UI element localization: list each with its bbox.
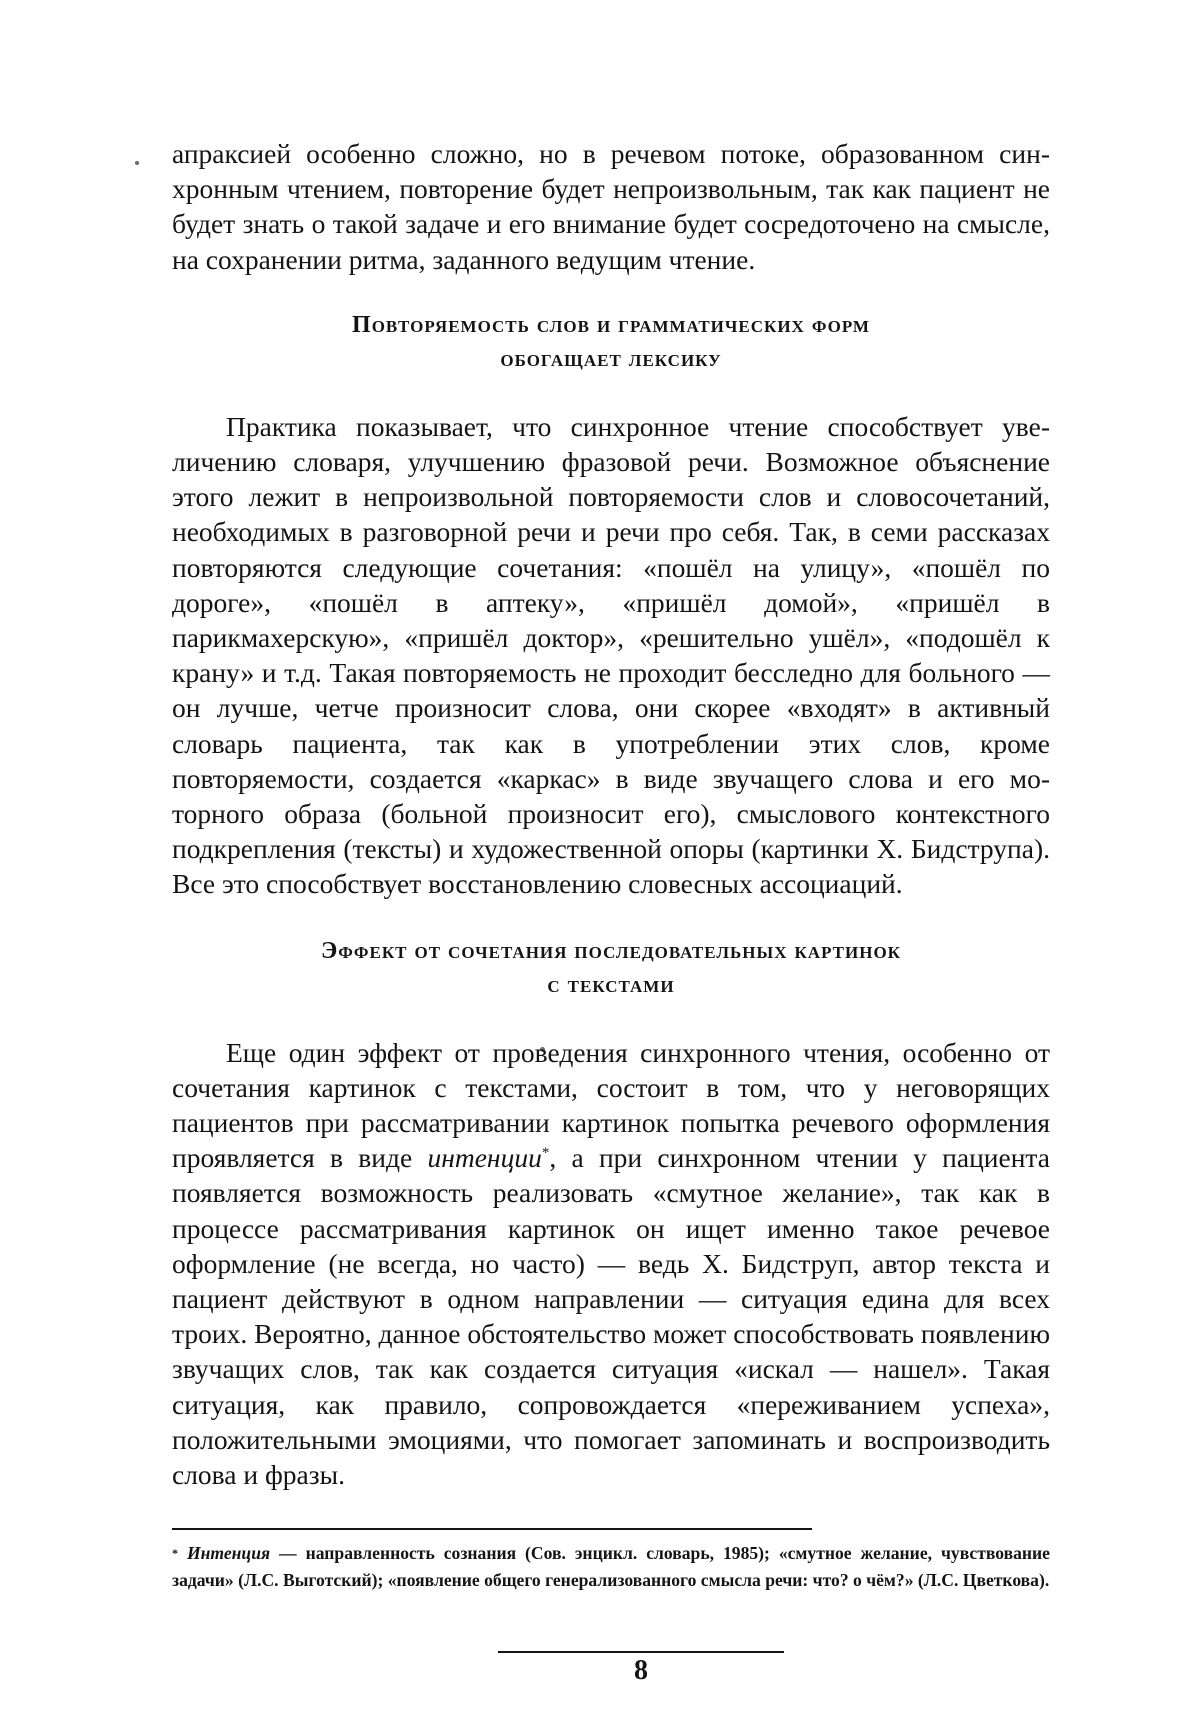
footnote-term: Интенция [186, 1543, 271, 1563]
paragraph-continuation: апраксией особенно сложно, но в речевом потоке, образованном синхронным чтением, повторение будет непроизвольным, так как пациент не будет знать о такой задаче и его внимание будет сосредоточено на смысле, на сохранении ритма, заданного ведущим чтение. [172, 138, 1050, 275]
section-heading-lexicon-line1: Повторяемость слов и грамматических форм [352, 311, 870, 338]
footnote-divider [172, 1528, 812, 1530]
page-body [172, 136, 1050, 1492]
scan-speck-top [135, 161, 139, 165]
section-heading-lexicon [172, 308, 1050, 376]
paragraph-repetition: Практика показывает, что синхронное чтение способствует увеличению словаря, улучшению фразовой речи. Возможное объяснение этого лежит в непроизвольной повторяемости слов и словосочетаний, необходимых в разговорной речи и речи про себя. Так, в семи рассказах повторяются следующие сочетания: «пошёл на улицу», «пошёл по дороге», «пошёл в аптеку», «пришёл домой», «пришёл в парикмахерскую», «пришёл доктор», «решительно ушёл», «подошёл к крану» и т.д. Такая повторяемость не проходит бесследно для больного — он лучше, четче произносит слова, они скорее «входят» в активный словарь пациента, так как в употреблении этих слов, кроме повторяемости, создается «каркас» в виде звучащего слова и его моторного образа (больной произносит его), смыслового контекстного подкрепления (тексты) и художественной опоры (картинки X. Бидструпа). Все это способствует восстановлению словесных ассоциаций. [172, 410, 1050, 900]
paragraph-intention-start: Еще один эффект от проведения синхронного чтения, особенно от сочетания картинок с текстами, состоит в том, что у неговорящих пациентов при рассматривании картинок попытка речевого оформления проявляется в виде [172, 1036, 1050, 1174]
footnote-reference-mark: * [541, 1145, 550, 1162]
section-heading-pictures-line2: с текстами [547, 971, 675, 998]
paragraph-intention-end: , а при синхронном чтении у пациента появляется возможность реализовать «смутное желание», так как в процессе рассматривания картинок он ищет именно такое речевое оформление (не всегда, но часто) — ведь X. Бидструп, автор текста и пациент действуют в одном направлении — ситуация едина для всех троих. Вероятно, данное обстоятельство может способствовать появлению звучащих слов, так как создается ситуация «искал — нашел». Такая ситуация, как правило, сопровождается «переживанием успеха», положительными эмоциями, что помогает запоминать и воспроизводить слова и фразы. [172, 1142, 1050, 1491]
intention-term: интенции [427, 1142, 542, 1174]
footnote [172, 1540, 1050, 1594]
section-heading-lexicon-line2: обогащает лексику [500, 345, 722, 372]
footnote-mark: * [172, 1546, 178, 1560]
page-number: 8 [634, 1655, 648, 1686]
section-heading-pictures-line1: Эффект от сочетания последовательных картинок [321, 937, 901, 964]
page-number-divider [498, 1651, 784, 1653]
footnote-text: — направленность сознания (Сов. энцикл. словарь, 1985); «смутное желание, чувствование задачи» (Л.С. Выготский); «появление общего генерализованного смысла речи: что? о чём?» (Л.С. Цветкова). [172, 1543, 1050, 1590]
section-heading-pictures [172, 934, 1050, 1002]
paragraph-intention [172, 1035, 1050, 1493]
